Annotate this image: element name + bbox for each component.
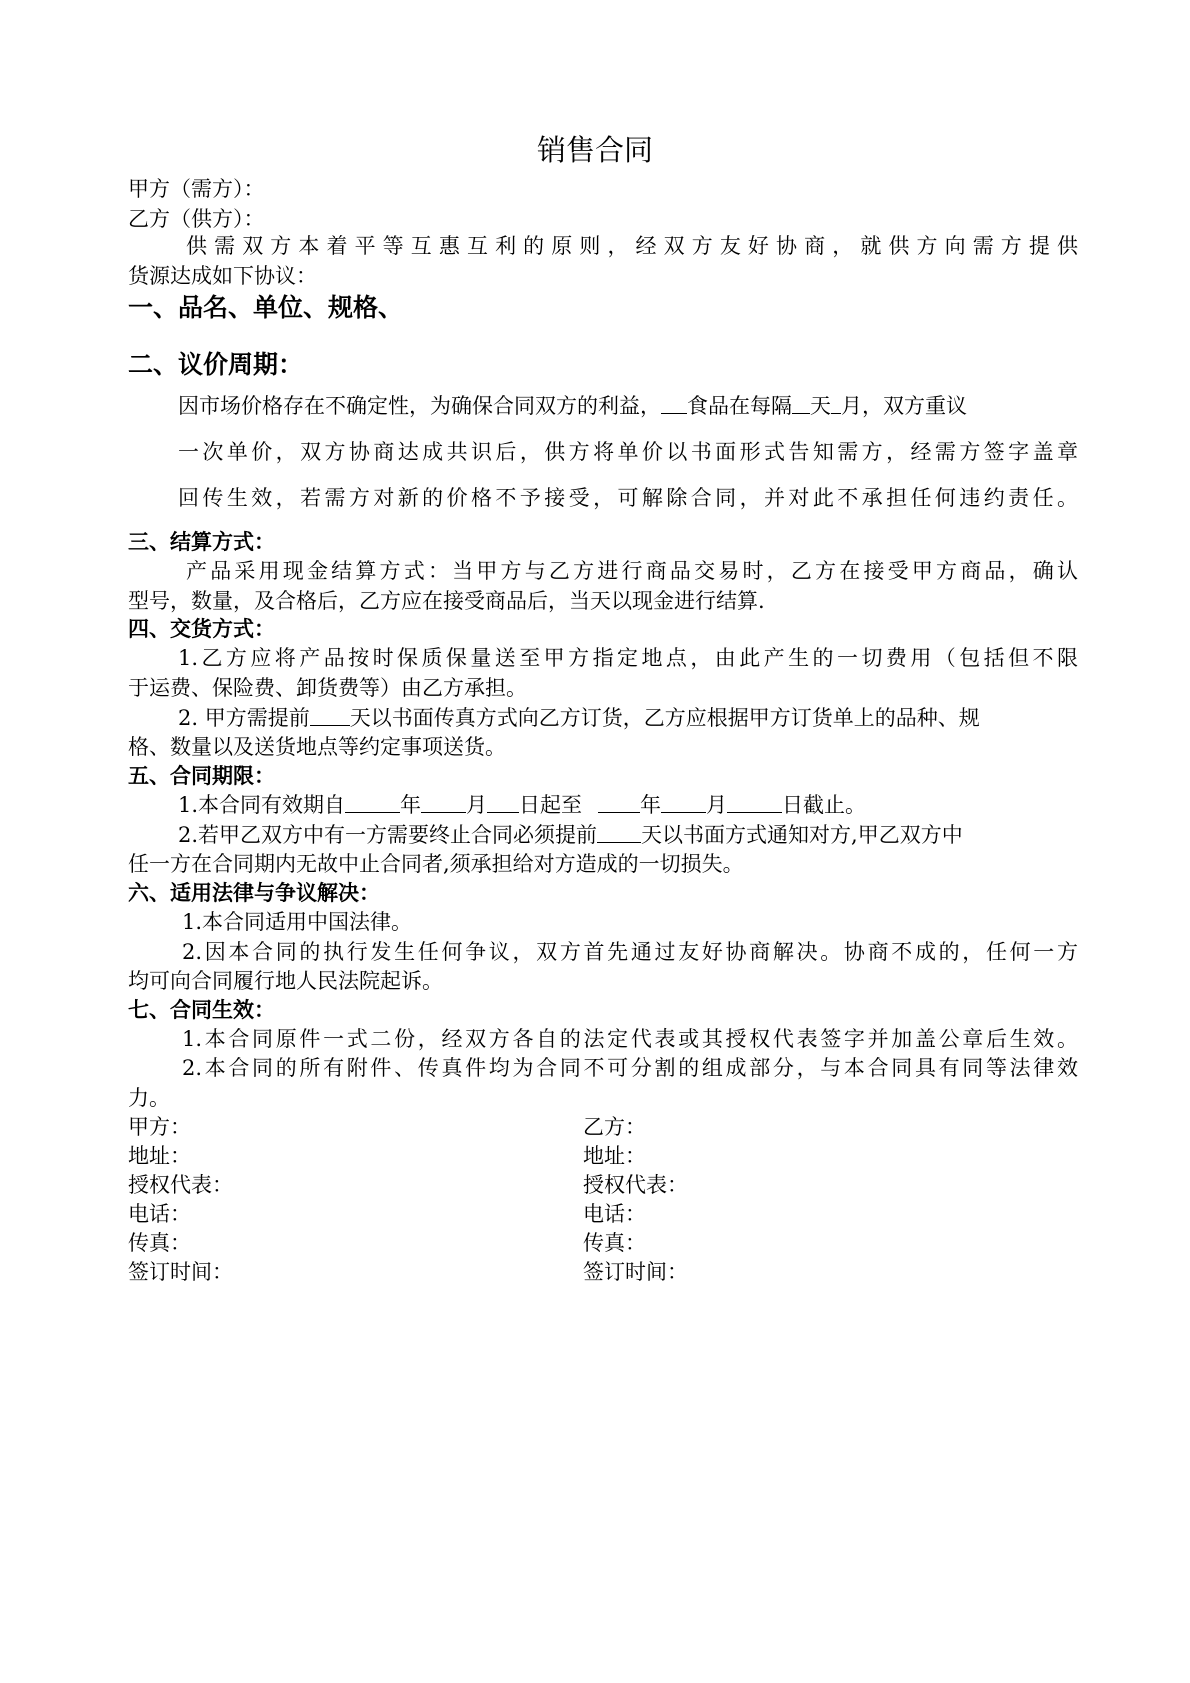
section-5-para-2-text-b: 天以书面方式通知对方,甲乙双方中 xyxy=(641,823,963,847)
blank-day-count xyxy=(792,393,810,414)
section-2-line-1 xyxy=(178,392,1078,420)
section-2-line-1-text-b: 食品在每隔 xyxy=(687,394,792,418)
section-6-para-1: 1.本合同适用中国法律。 xyxy=(182,910,413,934)
sig-left-fax: 传真： xyxy=(128,1231,191,1255)
sig-left-party: 甲方： xyxy=(128,1115,191,1139)
blank-order-days xyxy=(310,705,350,726)
sig-right-date: 签订时间： xyxy=(583,1260,688,1284)
section-5-para-2-line-2: 任一方在合同期内无故中止合同者,须承担给对方造成的一切损失。 xyxy=(128,852,744,876)
section-2-heading: 二、议价周期： xyxy=(128,350,304,379)
sig-right-phone: 电话： xyxy=(583,1202,646,1226)
intro-line-1: 供需双方本着平等互惠互利的原则，经双方友好协商，就供方向需方提供 xyxy=(186,234,1078,258)
blank-start-year xyxy=(345,792,400,813)
section-5-para-1-text: 1.本合同有效期自 xyxy=(178,793,346,817)
section-3-heading: 三、结算方式： xyxy=(128,529,275,554)
section-2-day-unit: 天 xyxy=(810,394,831,418)
section-6-heading: 六、适用法律与争议解决： xyxy=(128,880,380,905)
section-4-para-2-text-a: 2. 甲方需提前 xyxy=(178,706,310,730)
section-5-para-2-line-1 xyxy=(178,821,1078,849)
section-7-para-2-line-1: 2.本合同的所有附件、传真件均为合同不可分割的组成部分，与本合同具有同等法律效 xyxy=(182,1056,1078,1080)
section-6-para-2-line-1: 2.因本合同的执行发生任何争议，双方首先通过友好协商解决。协商不成的，任何一方 xyxy=(182,940,1078,964)
section-3-line-1: 产品采用现金结算方式：当甲方与乙方进行商品交易时，乙方在接受甲方商品，确认 xyxy=(186,559,1078,583)
sig-right-fax: 传真： xyxy=(583,1231,646,1255)
party-a-label: 甲方（需方）： xyxy=(128,177,265,201)
start-year-label: 年 xyxy=(400,793,422,817)
section-4-para-1-line-1: 1.乙方应将产品按时保质保量送至甲方指定地点，由此产生的一切费用（包括但不限 xyxy=(178,646,1078,670)
section-6-para-2-line-2: 均可向合同履行地人民法院起诉。 xyxy=(128,969,443,993)
blank-termination-days xyxy=(597,822,641,843)
section-1-heading: 一、品名、单位、规格、 xyxy=(128,293,404,322)
section-5-para-1 xyxy=(178,791,1078,819)
section-4-para-1-line-2: 于运费、保险费、卸货费等）由乙方承担。 xyxy=(128,676,527,700)
blank-end-day xyxy=(727,792,782,813)
section-5-heading: 五、合同期限： xyxy=(128,763,275,788)
blank-end-month xyxy=(661,792,706,813)
sig-left-representative: 授权代表： xyxy=(128,1173,233,1197)
section-4-heading: 四、交货方式： xyxy=(128,616,275,641)
party-b-label: 乙方（供方）： xyxy=(128,207,265,231)
section-2-line-1-text-d: 月，双方重议 xyxy=(841,394,967,418)
page-title: 销售合同 xyxy=(536,133,653,167)
section-4-para-2-text-b: 天以书面传真方式向乙方订货，乙方应根据甲方订货单上的品种、规 xyxy=(349,706,980,730)
section-2-line-2: 一次单价，双方协商达成共识后，供方将单价以书面形式告知需方，经需方签字盖章 xyxy=(178,440,1078,464)
section-4-para-2-line-2: 格、数量以及送货地点等约定事项送货。 xyxy=(128,735,506,759)
section-7-heading: 七、合同生效： xyxy=(128,997,275,1022)
sig-left-phone: 电话： xyxy=(128,1202,191,1226)
blank-start-day xyxy=(487,792,519,813)
start-month-label: 月 xyxy=(466,793,488,817)
section-4-para-2-line-1 xyxy=(178,704,1078,732)
section-5-para-2-text-a: 2.若甲乙双方中有一方需要终止合同必须提前 xyxy=(178,823,598,847)
blank-food-name xyxy=(661,393,687,414)
sig-right-representative: 授权代表： xyxy=(583,1173,688,1197)
sig-right-address: 地址： xyxy=(583,1144,646,1168)
blank-end-year xyxy=(598,792,640,813)
section-7-para-1: 1.本合同原件一式二份，经双方各自的法定代表或其授权代表签字并加盖公章后生效。 xyxy=(182,1027,1078,1051)
blank-start-month xyxy=(421,792,466,813)
end-year-label: 年 xyxy=(640,793,662,817)
section-2-line-1-text-a: 因市场价格存在不确定性，为确保合同双方的利益， xyxy=(178,394,661,418)
blank-month-count xyxy=(831,393,841,414)
section-2-line-3: 回传生效，若需方对新的价格不予接受，可解除合同，并对此不承担任何违约责任。 xyxy=(178,486,1078,510)
sig-left-address: 地址： xyxy=(128,1144,191,1168)
section-7-para-2-line-2: 力。 xyxy=(128,1086,170,1110)
start-day-label: 日起至 xyxy=(519,793,583,817)
section-3-line-2: 型号，数量，及合格后，乙方应在接受商品后，当天以现金进行结算. xyxy=(128,589,765,613)
sig-right-party: 乙方： xyxy=(583,1115,646,1139)
end-month-label: 月 xyxy=(706,793,728,817)
end-day-label: 日截止。 xyxy=(782,793,867,817)
intro-line-2: 货源达成如下协议： xyxy=(128,264,317,288)
sig-left-date: 签订时间： xyxy=(128,1260,233,1284)
